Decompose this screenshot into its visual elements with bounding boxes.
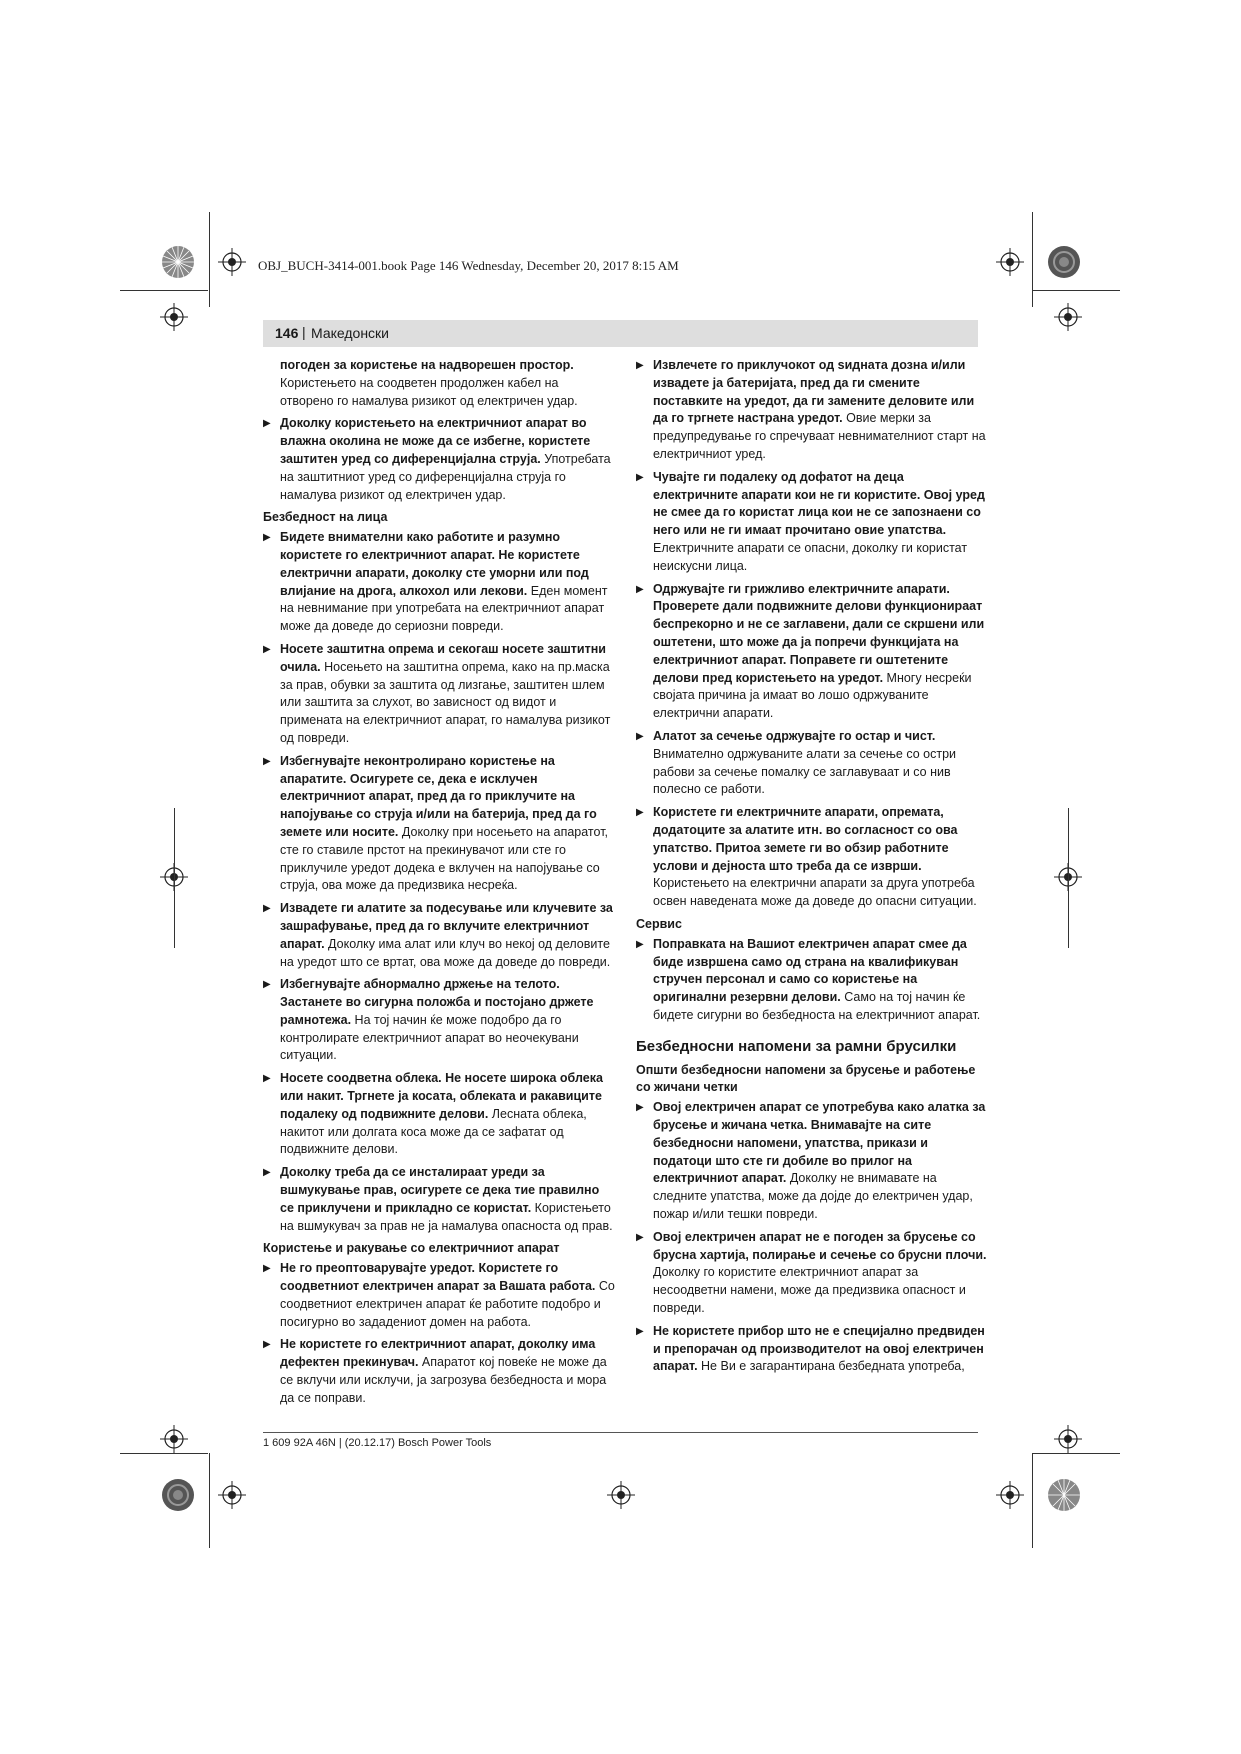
item-bold: Избегнувајте неконтролирано користење на апаратите. Осигурете се, дека е исклучен електричниот апарат, пред да го приклучите на напојување со струја и/или на батерија, пред да го земете или носите.: [280, 753, 597, 839]
bullet-arrow-icon: ▶: [636, 807, 644, 819]
safety-item: [263, 753, 615, 895]
item-text: Носењето на заштитна опрема, како на пр.маска за прав, обувки за заштита од лизгање, заштитен шлем или заштита за слухот, во зависност од видот и примената на електричниот апарат, го намалува ризикот од повреди.: [280, 659, 611, 745]
crosshair-icon: [996, 248, 1024, 276]
item-bold: Доколку користењето на електричниот апарат во влажна околина не може да се избегне, користете заштитен уред со диференцијална струја.: [280, 416, 591, 466]
item-text: Користењето на електрични апарати за друга употреба освен наведената може да доведе до опасни ситуации.: [653, 876, 977, 909]
crosshair-icon: [160, 303, 188, 331]
crop-line: [1032, 1453, 1033, 1548]
crop-line: [120, 290, 208, 291]
bullet-arrow-icon: ▶: [636, 1325, 644, 1337]
safety-item: [636, 581, 988, 723]
header-separator: |: [302, 324, 306, 340]
crosshair-icon: [607, 1481, 635, 1509]
item-bold: Користете ги електричните апарати, опремата, додатоците за алатите итн. во согласност со ова упатство. Притоа земете ги во обзир работните услови и дејноста што треба да се изврши.: [653, 805, 958, 873]
safety-item: [636, 469, 988, 576]
main-heading: Безбедносни напомени за рамни брусилки: [636, 1037, 957, 1055]
print-job-line: OBJ_BUCH-3414-001.book Page 146 Wednesday, December 20, 2017 8:15 AM: [258, 258, 679, 273]
item-text: Употребата на заштитниот уред со диференцијална струја го намалува ризикот од електричен удар.: [280, 451, 611, 502]
item-text: Само на тој начин ќе бидете сигурни во безбедноста на електричниот апарат.: [653, 990, 981, 1022]
bullet-arrow-icon: ▶: [636, 1231, 644, 1243]
bullet-arrow-icon: ▶: [263, 1263, 271, 1275]
bullet-arrow-icon: ▶: [263, 755, 271, 767]
bullet-arrow-icon: ▶: [636, 583, 644, 595]
item-text: Лесната облека, накитот или долгата коса може да се зафатат од подвижните делови.: [280, 1106, 587, 1157]
bullet-arrow-icon: ▶: [263, 532, 271, 544]
crosshair-icon: [218, 1481, 246, 1509]
crosshair-icon: [160, 1425, 188, 1453]
item-bold: Извадете ги алатите за подесување или клучевите за зашрафување, пред да го вклучите електричниот апарат.: [280, 901, 613, 951]
item-bold: Овој електричен апарат не е погоден за брусење со брусна хартија, полирање и сечење со брусни плочи.: [653, 1229, 987, 1262]
safety-item: [636, 728, 988, 799]
bullet-arrow-icon: ▶: [636, 471, 644, 483]
section-heading: Сервис: [636, 916, 682, 931]
color-rosette-icon: [1046, 1477, 1082, 1513]
header-language: Македонски: [311, 325, 389, 341]
crop-line: [174, 808, 175, 948]
safety-item: [636, 1323, 988, 1376]
item-bold: Чувајте ги подалеку од дофатот на деца електричните апарати кои не ги користите. Овој уред не смее да го користат лица кои не се запознаени со него или не ги имаат прочитано овие упатства.: [653, 469, 985, 538]
crosshair-icon: [1054, 1425, 1082, 1453]
page-footer: 1 609 92A 46N | (20.12.17) Bosch Power Tools: [263, 1437, 492, 1449]
color-rosette-icon: [160, 244, 196, 280]
item-text: Доколку не внимавате на следните упатства, може да дојде до електричен удар, пожар и/или тешки повреди.: [653, 1171, 973, 1222]
item-bold: Носете заштитна опрема и секогаш носете заштитни очила.: [280, 641, 606, 674]
item-text: Апаратот кој повеќе не може да се вклучи или исклучи, ја загрозува безбедноста и мора да се поправи.: [280, 1355, 607, 1405]
crop-line: [1068, 808, 1069, 948]
crop-line: [120, 1453, 208, 1454]
safety-item: [263, 1070, 615, 1159]
left-column: [263, 357, 615, 1413]
item-bold: Поправката на Вашиот електричен апарат смее да биде извршена само од страна на квалификуван стручен персонал и само со користење на оригинални резервни делови.: [653, 936, 967, 1005]
safety-item: [263, 415, 615, 504]
crop-line: [1032, 212, 1033, 307]
item-bold: Одржувајте ги грижливо електричните апарати. Проверете дали подвижните делови функционираат беспрекорно и не се заглавени, дали се скршени или оштетени, што може да ја попречи функцијата на електричниот апарат. Поправете ги оштетените делови пред користењето на уредот.: [653, 581, 985, 685]
right-column: [636, 357, 988, 1381]
safety-item: [263, 641, 615, 748]
safety-item: [263, 1260, 615, 1331]
bullet-arrow-icon: ▶: [263, 1073, 271, 1085]
safety-item: [263, 900, 615, 971]
item-bold: Извлечете го приклучокот од ѕидната дозна и/или извадете ја батеријата, пред да ги смените поставките на уредот, да ги замените деловите или да го тргнете настрана уредот.: [653, 358, 975, 426]
safety-item: [636, 936, 988, 1025]
item-text: Со соодветниот електричен апарат ќе работите подобро и посигурно во зададениот домен на работа.: [280, 1279, 615, 1329]
safety-item: [636, 1229, 988, 1318]
item-text: Користењето на вшмукувач за прав не ја намалува опасноста од прав.: [280, 1200, 613, 1233]
item-bold: Носете соодветна облека. Не носете широка облека или накит. Тргнете ја косата, облеката и ракавиците подалеку од подвижните делови.: [280, 1071, 603, 1121]
bullet-arrow-icon: ▶: [263, 1167, 271, 1179]
bullet-arrow-icon: ▶: [636, 730, 644, 742]
section-heading: Безбедност на лица: [263, 510, 388, 525]
item-text: Еден момент на невнимание при употребата на електричниот апарат може да доведе до сериозни повреди.: [280, 583, 608, 634]
item-text: Не Ви е загарантирана безбедната употреба,: [701, 1359, 965, 1374]
safety-item: [636, 357, 988, 464]
item-bold: Не го преоптоварувајте уредот. Користете го соодветниот електричен апарат за Вашата работа.: [280, 1261, 596, 1294]
intro-bold: погоден за користење на надворешен простор.: [280, 358, 574, 372]
section-heading: Користење и ракување со електричниот апарат: [263, 1241, 560, 1256]
safety-item: [263, 976, 615, 1065]
safety-item: [636, 804, 988, 911]
item-text: Доколку го користите електричниот апарат за несоодветни намени, може да предизвика опасност и повреди.: [653, 1265, 966, 1316]
bullet-arrow-icon: ▶: [263, 903, 271, 915]
item-bold: Бидете внимателни како работите и разумно користете го електричниот апарат. Не користете електрични апарати, доколку сте уморни или под влијание на дрога, алкохол или лекови.: [280, 530, 589, 598]
item-text: Внимателно одржуваните алати за сечење со остри рабови за сечење помалку се заглавуваат и со нив полесно се работи.: [653, 746, 957, 797]
crosshair-icon: [1054, 303, 1082, 331]
item-bold: Не користете прибор што не е специјално предвиден и препорачан од производителот на овој електричен апарат.: [653, 1323, 985, 1374]
item-bold: Алатот за сечење одржувајте го остар и чист.: [653, 728, 936, 743]
crop-line: [1032, 290, 1120, 291]
color-rosette-icon: [160, 1477, 196, 1513]
item-text: На тој начин ќе може подобро да го контролирате електричниот апарат во неочекувани ситуации.: [280, 1012, 579, 1063]
intro-paragraph: [263, 357, 615, 410]
bullet-arrow-icon: ▶: [263, 418, 271, 430]
safety-item: [263, 1164, 615, 1235]
intro-text: Користењето на соодветен продолжен кабел на отворено го намалува ризикот од електричен удар.: [280, 375, 578, 408]
item-text: Овие мерки за предупредување го спречуваат невнимателниот старт на електричниот уред.: [653, 411, 986, 461]
footer-rule: [263, 1432, 978, 1433]
item-bold: Овој електричен апарат се употребува како алатка за брусење и жичана четка. Внимавајте на сите безбедносни напомени, упатства, прикази и податоци што сте ги добиле во прилог на електричниот апарат.: [653, 1100, 986, 1186]
bullet-arrow-icon: ▶: [263, 643, 271, 655]
item-text: Доколку има алат или клуч во некој од деловите на уредот што се вртат, ова може да доведе до повреди.: [280, 936, 611, 969]
crop-line: [209, 1453, 210, 1548]
bullet-arrow-icon: ▶: [636, 1102, 644, 1114]
item-text: Доколку при носењето на апаратот, сте го ставиле прстот на прекинувачот или сте го приклучиле уредот додека е вклучен на напојување со струја, ова може да предизвика несреќа.: [280, 824, 609, 893]
item-bold: Не користете го електричниот апарат, доколку има дефектен прекинувач.: [280, 1337, 596, 1370]
safety-item: [263, 1336, 615, 1407]
bullet-arrow-icon: ▶: [263, 1339, 271, 1351]
safety-item: [636, 1099, 988, 1224]
page-number: 146: [275, 325, 299, 341]
color-rosette-icon: [1046, 244, 1082, 280]
bullet-arrow-icon: ▶: [636, 360, 644, 371]
crop-line: [209, 212, 210, 307]
crosshair-icon: [996, 1481, 1024, 1509]
bullet-arrow-icon: ▶: [263, 979, 271, 991]
bullet-arrow-icon: ▶: [636, 938, 644, 950]
crop-line: [1032, 1453, 1120, 1454]
item-bold: Избегнувајте абнормално држење на телото. Застанете во сигурна положба и постојано држете рамнотежа.: [280, 977, 594, 1027]
item-bold: Доколку треба да се инсталираат уреди за вшмукување прав, осигурете се дека тие правилно се приклучени и прикладно се користат.: [280, 1165, 600, 1215]
item-text: Електричните апарати се опасни, доколку ги користат неискусни лица.: [653, 540, 968, 573]
page-header: [263, 320, 978, 347]
safety-item: [263, 529, 615, 636]
crosshair-icon: [218, 248, 246, 276]
item-text: Многу несреќи својата причина ја имаат во лошо одржуваните електрични апарати.: [653, 670, 972, 721]
section-heading: Општи безбедносни напомени за брусење и работење со жичани четки: [636, 1062, 976, 1095]
